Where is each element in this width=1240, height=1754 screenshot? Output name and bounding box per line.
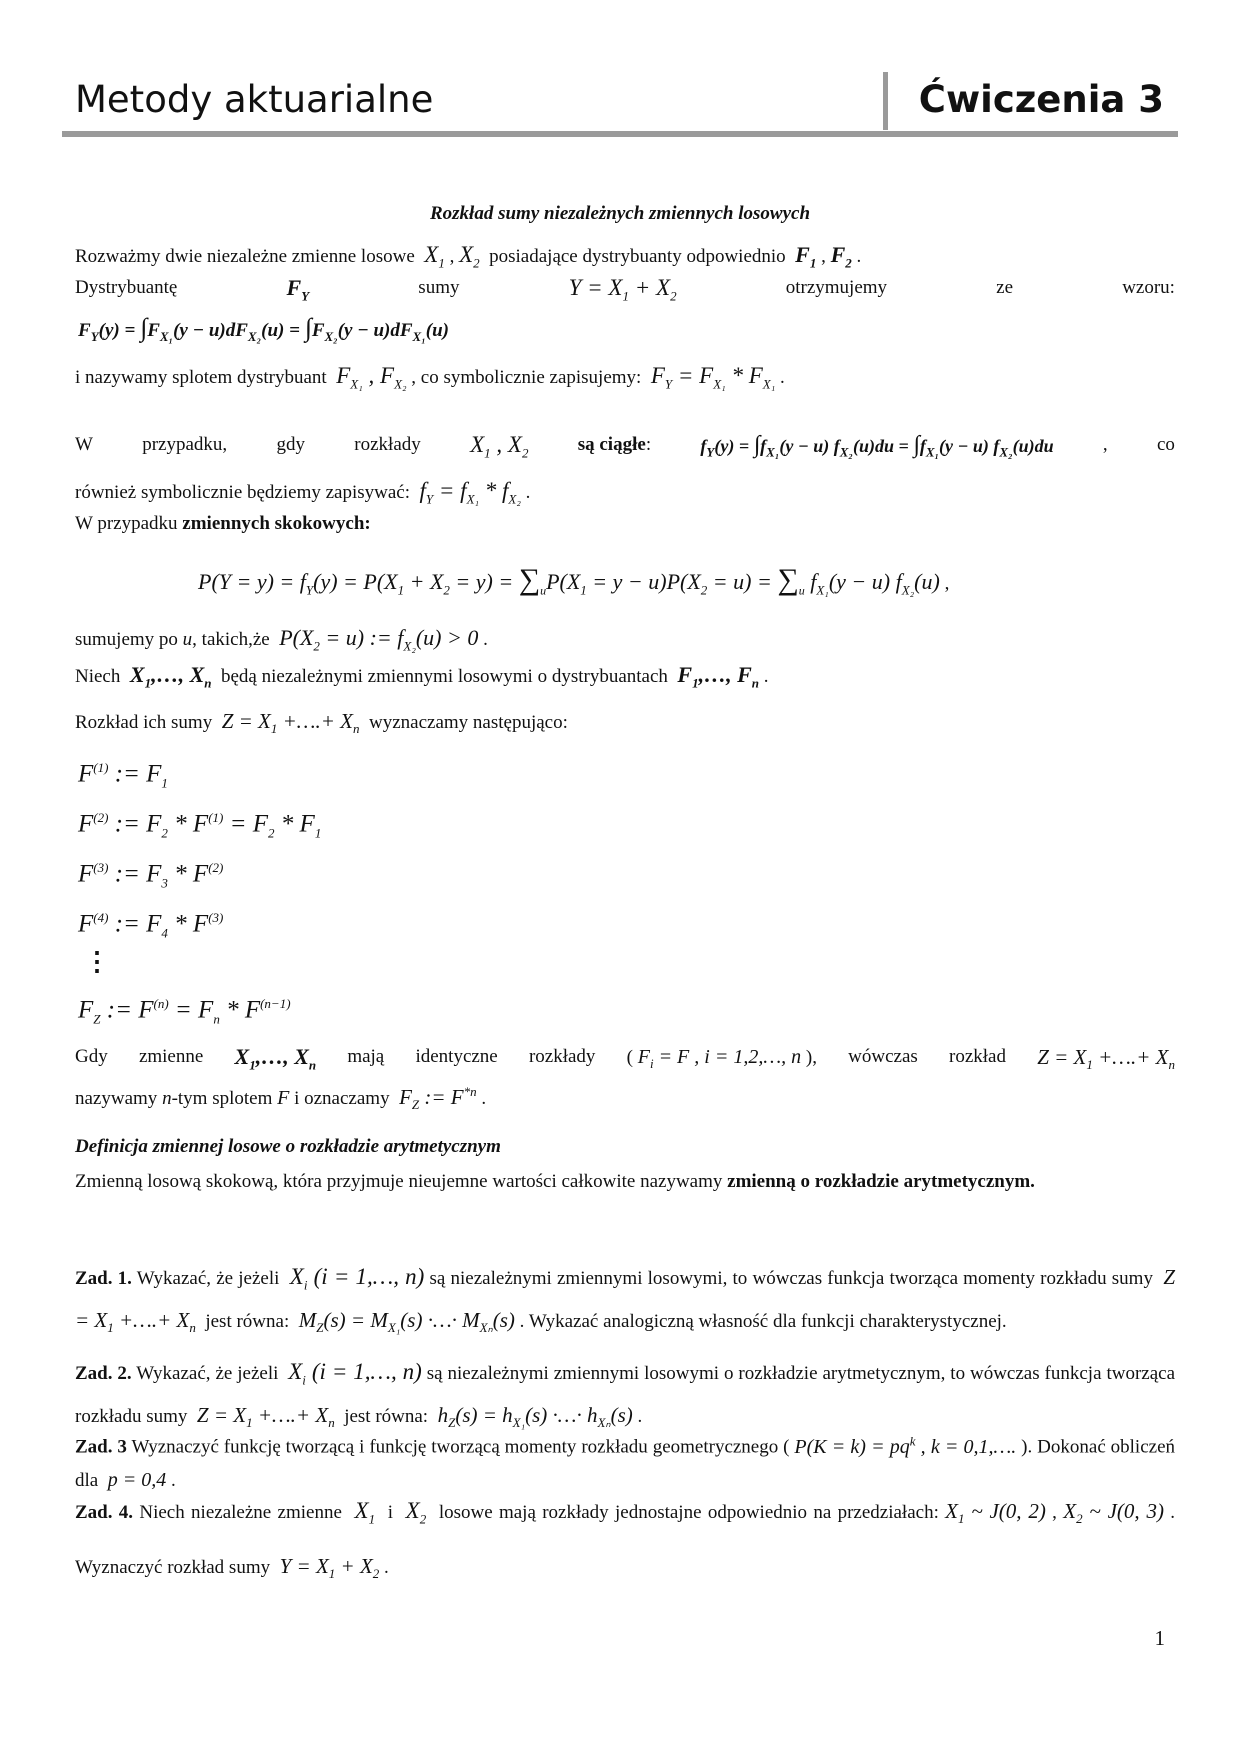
word-obtain: otrzymujemy [785,277,888,298]
task-4: Zad. 4. Niech niezależne zmienne $X_1$ i $X_2$ losowe mają rozkłady jednostajne odpowiednio na przedziałach: $X_1$ ~ J(0, 2) , $X_2$ ~ J(0, 3) . Wyznaczyć rozkład sumy $Y = X_1 + X_2$ . [75,1498,1176,1581]
recursion-line-4: $F^{(4)}$ := $F_4 * F^{(3)}$ [78,910,224,941]
symbol-y-sum: $Y = X_1 + X_2$ [568,275,677,304]
task-1: Zad. 1. Wykazać, że jeżeli $X_i$ (i = 1,…, n) są niezależnymi zmiennymi losowymi, to wówczas funkcja tworząca momenty rozkładu sumy $Z = X_1$ +….+ $X_n$ jest równa: $M_Z(s) = M_{X_1}(s)$ ·…· $M_{X_n}(s)$ . Wykazać analogiczną własność dla funkcji charakterystycznej. [75,1264,1175,1335]
definition-title: Definicja zmiennej losowe o rozkładzie arytmetycznym [75,1136,501,1157]
word-distribution: Dystrybuantę [75,277,178,298]
paragraph-splot: i nazywamy splotem dystrybuant $F_{X_1}$ , $F_{X_2}$ , co symbolicznie zapisujemy: $F_Y = F_{X_1} * F_{X_1}$ . [75,363,785,392]
task-3: Zad. 3 Wyznaczyć funkcję tworzącą i funkcję tworzącą momenty rozkładu geometrycznego ( $P(K = k) = pq^k$ , k = 0,1,…. ). Dokonać obliczeń dla p = 0,4 . [75,1433,1176,1491]
definition-text: Zmienną losową skokową, która przyjmuje nieujemne wartości całkowite nazywamy zmienną o rozkładzie arytmetycznym. [75,1171,1035,1192]
paragraph-sum-over: sumujemy po u, takich,że $P(X_2 = u)$ := $f_{X_2}(u) > 0$ . [75,625,488,654]
recursion-line-1: $F^{(1)}$ := $F_1$ [78,760,168,791]
recursion-line-2: $F^{(2)}$ := $F_2 * F^{(1)} = F_2 * F_1$ [78,810,322,841]
paragraph-discrete-intro: W przypadku zmiennych skokowych: [75,513,371,534]
equation-discrete: $P(Y = y) = f_Y(y) = P(X_1 + X_2 = y) = \sum_uP(X_1 = y - u)P(X_2 = u) = \sum_u$ $f_{X_1}(y - u)$ $f_{X_2}(u)$ , [198,563,950,598]
paragraph-identical: Gdy zmienne $X_1,\dots$, $X_n$ mają identyczne rozkłady ( $F_i = F$ , i = 1,2,…, n ), wówczas rozkład $Z = X_1$ +….+ $X_n$ [75,1044,1175,1073]
header-separator [883,72,888,130]
symbol-fy: $F_Y$ [286,275,310,304]
word-formula: wzoru: [1122,277,1175,298]
word-sum: sumy [418,277,460,298]
paragraph-nth-splot: nazywamy n-tym splotem F i oznaczamy $F_Z$ := $F^{*n}$ . [75,1084,487,1113]
paragraph-sum-dist: Rozkład ich sumy $Z = X_1$ +….+ $X_n$ wyznaczamy następująco: [75,709,568,737]
task-2: Zad. 2. Wykazać, że jeżeli $X_i$ (i = 1,…, n) są niezależnymi zmiennymi losowymi o rozkładzie arytmetycznym, to wówczas funkcja tworząca rozkładu sumy $Z = X_1$ +….+ $X_n$ jest równa: $h_Z(s) = h_{X_1}(s)$ ·…· $h_{X_n}(s)$ . [75,1359,1176,1430]
header-course-title: Metody aktuarialne [75,78,434,121]
paragraph-continuous: W przypadku, gdy rozkłady $X_1$ , $X_2$ są ciągłe: $f_Y(y) = \int f_{X_1}(y - u) f_{X_2}(u)du = \int f_{X_1}(y - u)$ $f_{X_2}(u)du$ , co [75,432,1175,461]
paragraph-distribution [75,276,1175,309]
header-rule [62,131,1178,137]
equation-convolution: $F_Y(y) = \int F_{X_1}(y - u)dF_{X_2}(u) = \int F_{X_2}(y - u)dF_{X_1}(u)$ [78,313,449,344]
recursion-ellipsis: ⋮ [84,947,110,976]
paragraph-intro: Rozważmy dwie niezależne zmienne losowe $X_1$ , $X_2$ posiadające dystrybuanty odpowiednio $F_1$ , $F_2$ . [75,242,862,271]
paragraph-niech: Niech $X_1,\dots$, $X_n$ będą niezależnymi zmiennymi losowymi o dystrybuantach $F_1,\dots$, $F_n$ . [75,662,769,691]
page-number: 1 [1154,1626,1165,1650]
header-exercise-title: Ćwiczenia 3 [918,78,1164,121]
recursion-line-n: $F_Z$ := $F^{(n)} = F_n * F^{(n-1)}$ [78,996,291,1027]
word-from: ze [996,277,1014,298]
paragraph-symbolic: również symbolicznie będziemy zapisywać: $f_Y = f_{X_1} * f_{X_2}$ . [75,478,531,507]
recursion-line-3: $F^{(3)}$ := $F_3 * F^{(2)}$ [78,860,224,891]
section-title: Rozkład sumy niezależnych zmiennych losowych [429,203,811,224]
